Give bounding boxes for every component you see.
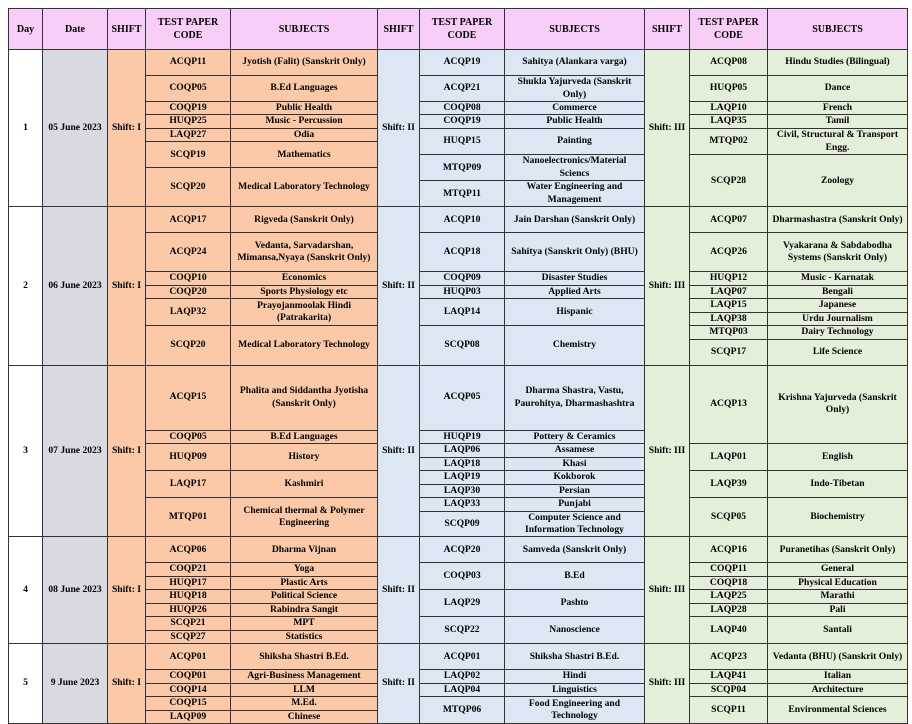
subject-name: Medical Laboratory Technology [231,168,378,207]
subject-name: Sahitya (Alankara varga) [505,50,645,76]
header-code-2: TEST PAPER CODE [420,9,505,50]
test-paper-code: HUQP17 [146,576,231,589]
shift-1-label: Shift: I [108,644,146,724]
subject-name: Computer Science and Information Technology [505,511,645,537]
shift-3-label: Shift: III [645,644,690,724]
subject-name: Shiksha Shastri B.Ed. [231,644,378,670]
test-paper-code: HUQP12 [690,272,768,285]
subject-name: Yoga [231,563,378,576]
test-paper-code: LAQP41 [690,670,768,683]
shift-3-label: Shift: III [645,207,690,365]
test-paper-code: ACQP26 [690,233,768,272]
test-paper-code: COQP19 [420,115,505,128]
test-paper-code: COQP21 [146,563,231,576]
shift-1-label: Shift: I [108,50,146,207]
subject-name: Public Health [505,115,645,128]
subject-name: Environmental Sciences [768,697,908,724]
test-paper-code: COQP10 [146,272,231,285]
subject-name: Painting [505,128,645,154]
test-paper-code: COQP11 [690,563,768,576]
test-paper-code: HUQP25 [146,115,231,128]
subject-name: Khasi [505,457,645,470]
subject-name: Food Engineering and Technology [505,697,645,724]
test-paper-code: LAQP33 [420,498,505,511]
schedule-row [9,207,908,220]
header-code-1: TEST PAPER CODE [146,9,231,50]
test-paper-code: HUQP03 [420,285,505,298]
subject-name: Music - Percussion [231,115,378,128]
shift-2-label: Shift: II [378,207,420,365]
subject-name: Statistics [231,630,378,643]
test-paper-code: HUQP09 [146,444,231,471]
test-paper-code: HUQP26 [146,603,231,616]
test-paper-code: ACQP16 [690,537,768,563]
subject-name: Chinese [231,710,378,723]
test-paper-code: LAQP15 [690,299,768,312]
test-paper-code: SCQP05 [690,498,768,537]
test-paper-code: COQP18 [690,576,768,589]
subject-name: French [768,102,908,115]
exam-date: 07 June 2023 [43,365,108,537]
test-paper-code: ACQP21 [420,76,505,102]
test-paper-code: SCQP27 [146,630,231,643]
subject-name: History [231,444,378,471]
shift-3-label: Shift: III [645,50,690,207]
test-paper-code: LAQP06 [420,444,505,457]
test-paper-code: ACQP07 [690,207,768,233]
exam-schedule-table [8,8,908,724]
subject-name: Assamese [505,444,645,457]
test-paper-code: ACQP06 [146,537,231,563]
test-paper-code: LAQP18 [420,457,505,470]
header-date: Date [43,9,108,50]
test-paper-code: LAQP02 [420,670,505,683]
header-shift-1: SHIFT [108,9,146,50]
subject-name: Dharmashastra (Sanskrit Only) [768,207,908,233]
subject-name: Dairy Technology [768,326,908,339]
subject-name: Vyakarana & Sabdabodha Systems (Sanskrit Only) [768,233,908,272]
test-paper-code: SCQP20 [146,326,231,365]
header-shift-2: SHIFT [378,9,420,50]
header-code-3: TEST PAPER CODE [690,9,768,50]
test-paper-code: MTQP06 [420,697,505,724]
header-shift-3: SHIFT [645,9,690,50]
subject-name: Odia [231,128,378,141]
test-paper-code: SCQP08 [420,326,505,365]
shift-2-label: Shift: II [378,644,420,724]
shift-2-label: Shift: II [378,50,420,207]
test-paper-code: ACQP05 [420,365,505,430]
test-paper-code: MTQP03 [690,326,768,339]
shift-1-label: Shift: I [108,365,146,537]
test-paper-code: LAQP38 [690,312,768,325]
test-paper-code: ACQP23 [690,644,768,670]
test-paper-code: SCQP17 [690,339,768,365]
test-paper-code: SCQP28 [690,155,768,207]
test-paper-code: LAQP09 [146,710,231,723]
test-paper-code: SCQP20 [146,168,231,207]
schedule-row [9,365,908,378]
subject-name: Chemistry [505,326,645,365]
subject-name: Physical Education [768,576,908,589]
shift-1-label: Shift: I [108,537,146,644]
test-paper-code: ACQP01 [420,644,505,670]
test-paper-code: HUQP15 [420,128,505,154]
test-paper-code: COQP01 [146,670,231,683]
subject-name: Water Engineering and Management [505,181,645,207]
header-row [9,9,908,50]
test-paper-code: ACQP15 [146,365,231,430]
test-paper-code: ACQP10 [420,207,505,233]
test-paper-code: HUQP19 [420,430,505,443]
subject-name: Chemical thermal & Polymer Engineering [231,498,378,537]
test-paper-code: HUQP05 [690,76,768,102]
subject-name: Rabindra Sangit [231,603,378,616]
subject-name: Kashmiri [231,471,378,498]
subject-name: Italian [768,670,908,683]
test-paper-code: COQP05 [146,76,231,102]
subject-name: Public Health [231,102,378,115]
subject-name: Persian [505,484,645,497]
shift-3-label: Shift: III [645,537,690,644]
test-paper-code: COQP15 [146,697,231,710]
test-paper-code: LAQP35 [690,115,768,128]
subject-name: Economics [231,272,378,285]
test-paper-code: MTQP09 [420,155,505,181]
subject-name: Medical Laboratory Technology [231,326,378,365]
day-number: 3 [9,365,43,537]
subject-name: Shukla Yajurveda (Sanskrit Only) [505,76,645,102]
exam-date: 9 June 2023 [43,644,108,724]
test-paper-code: ACQP11 [146,50,231,76]
test-paper-code: COQP09 [420,272,505,285]
subject-name: Pashto [505,590,645,617]
test-paper-code: SCQP09 [420,511,505,537]
subject-name: Tamil [768,115,908,128]
test-paper-code: LAQP40 [690,617,768,644]
test-paper-code: ACQP17 [146,207,231,233]
subject-name: Rigveda (Sanskrit Only) [231,207,378,233]
test-paper-code: ACQP01 [146,644,231,670]
test-paper-code: COQP05 [146,430,231,443]
day-number: 2 [9,207,43,365]
subject-name: Nanoscience [505,617,645,644]
test-paper-code: LAQP29 [420,590,505,617]
subject-name: Pottery & Ceramics [505,430,645,443]
test-paper-code: LAQP10 [690,102,768,115]
test-paper-code: MTQP01 [146,498,231,537]
test-paper-code: MTQP02 [690,128,768,154]
test-paper-code: LAQP27 [146,128,231,141]
subject-name: Mathematics [231,142,378,168]
test-paper-code: LAQP39 [690,471,768,498]
subject-name: Agri-Business Management [231,670,378,683]
subject-name: Hindu Studies (Bilingual) [768,50,908,76]
subject-name: Prayojanmoolak Hindi (Patrakarita) [231,299,378,326]
test-paper-code: COQP20 [146,285,231,298]
subject-name: Urdu Journalism [768,312,908,325]
shift-3-label: Shift: III [645,365,690,537]
shift-2-label: Shift: II [378,365,420,537]
subject-name: Nanoelectronics/Material Sciencs [505,155,645,181]
test-paper-code: SCQP22 [420,617,505,644]
subject-name: Vedanta (BHU) (Sanskrit Only) [768,644,908,670]
subject-name: Samveda (Sanskrit Only) [505,537,645,563]
subject-name: Architecture [768,683,908,696]
subject-name: Kokborok [505,471,645,484]
subject-name: Civil, Structural & Transport Engg. [768,128,908,154]
test-paper-code: COQP08 [420,102,505,115]
shift-1-label: Shift: I [108,207,146,365]
subject-name: Vedanta, Sarvadarshan, Mimansa,Nyaya (Sanskrit Only) [231,233,378,272]
subject-name: Puranetihas (Sanskrit Only) [768,537,908,563]
test-paper-code: HUQP18 [146,590,231,603]
test-paper-code: ACQP13 [690,365,768,443]
subject-name: Phalita and Siddantha Jyotisha (Sanskrit Only) [231,365,378,430]
subject-name: Life Science [768,339,908,365]
test-paper-code: ACQP19 [420,50,505,76]
day-number: 1 [9,50,43,207]
test-paper-code: ACQP24 [146,233,231,272]
test-paper-code: ACQP18 [420,233,505,272]
day-number: 5 [9,644,43,724]
subject-name: Linguistics [505,683,645,696]
test-paper-code: SCQP04 [690,683,768,696]
test-paper-code: LAQP14 [420,299,505,326]
test-paper-code: MTQP11 [420,181,505,207]
schedule-row [9,50,908,63]
test-paper-code: LAQP19 [420,471,505,484]
subject-name: Political Science [231,590,378,603]
test-paper-code: SCQP19 [146,142,231,168]
subject-name: Pali [768,603,908,616]
schedule-row [9,644,908,657]
subject-name: Marathi [768,590,908,603]
subject-name: English [768,444,908,471]
subject-name: Zoology [768,155,908,207]
exam-date: 08 June 2023 [43,537,108,644]
subject-name: Commerce [505,102,645,115]
subject-name: Sports Physiology etc [231,285,378,298]
subject-name: Japanese [768,299,908,312]
subject-name: B.Ed [505,563,645,590]
test-paper-code: ACQP20 [420,537,505,563]
schedule-row [9,537,908,550]
subject-name: Music - Karnatak [768,272,908,285]
subject-name: MPT [231,617,378,630]
subject-name: Dharma Shastra, Vastu, Paurohitya, Dharmashashtra [505,365,645,430]
subject-name: Indo-Tibetan [768,471,908,498]
subject-name: Bengali [768,285,908,298]
test-paper-code: ACQP08 [690,50,768,76]
header-subjects-2: SUBJECTS [505,9,645,50]
header-subjects-3: SUBJECTS [768,9,908,50]
shift-2-label: Shift: II [378,537,420,644]
exam-date: 06 June 2023 [43,207,108,365]
test-paper-code: SCQP21 [146,617,231,630]
subject-name: Hindi [505,670,645,683]
subject-name: Jain Darshan (Sanskrit Only) [505,207,645,233]
subject-name: Krishna Yajurveda (Sanskrit Only) [768,365,908,443]
subject-name: Sahitya (Sanskrit Only) (BHU) [505,233,645,272]
subject-name: Punjabi [505,498,645,511]
exam-date: 05 June 2023 [43,50,108,207]
subject-name: Applied Arts [505,285,645,298]
subject-name: B.Ed Languages [231,430,378,443]
subject-name: Dance [768,76,908,102]
subject-name: LLM [231,683,378,696]
subject-name: B.Ed Languages [231,76,378,102]
test-paper-code: COQP19 [146,102,231,115]
subject-name: Jyotish (Falit) (Sanskrit Only) [231,50,378,76]
header-day: Day [9,9,43,50]
subject-name: Hispanic [505,299,645,326]
test-paper-code: LAQP01 [690,444,768,471]
test-paper-code: LAQP32 [146,299,231,326]
subject-name: Santali [768,617,908,644]
header-subjects-1: SUBJECTS [231,9,378,50]
subject-name: Disaster Studies [505,272,645,285]
subject-name: Shiksha Shastri B.Ed. [505,644,645,670]
day-number: 4 [9,537,43,644]
test-paper-code: LAQP04 [420,683,505,696]
test-paper-code: LAQP17 [146,471,231,498]
test-paper-code: LAQP30 [420,484,505,497]
test-paper-code: COQP14 [146,683,231,696]
subject-name: M.Ed. [231,697,378,710]
subject-name: Biochemistry [768,498,908,537]
test-paper-code: LAQP25 [690,590,768,603]
test-paper-code: LAQP07 [690,285,768,298]
subject-name: Plastic Arts [231,576,378,589]
test-paper-code: SCQP11 [690,697,768,724]
test-paper-code: COQP03 [420,563,505,590]
subject-name: Dharma Vijnan [231,537,378,563]
test-paper-code: LAQP28 [690,603,768,616]
subject-name: General [768,563,908,576]
